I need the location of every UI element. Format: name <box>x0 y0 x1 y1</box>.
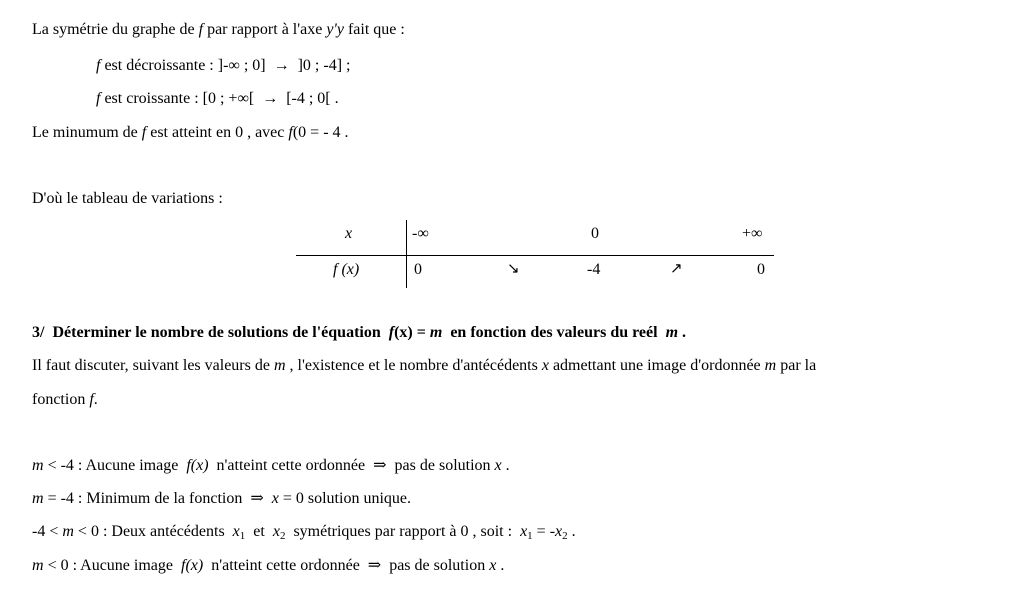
discussion-end: . <box>93 391 98 408</box>
case-result: = 0 solution unique. <box>282 490 411 507</box>
equation-x: (x) <box>394 324 413 341</box>
increasing-line <box>96 89 339 109</box>
minimum-value: (0 = - 4 . <box>292 124 349 141</box>
table-x-value: +∞ <box>742 225 763 242</box>
case-end: . <box>500 557 505 574</box>
discussion-text-5: fonction <box>32 391 86 408</box>
variable-m: m <box>62 523 74 540</box>
discussion-text-1: Il faut discuter, suivant les valeurs de <box>32 357 270 374</box>
table-horizontal-rule <box>296 255 774 256</box>
variable-x: x <box>520 523 528 540</box>
case-m-less-minus-4 <box>32 456 510 476</box>
conjunction: et <box>253 523 265 540</box>
decreasing-range: ]0 ; -4] ; <box>297 57 351 74</box>
variable-m: m <box>429 324 443 341</box>
equation-equals: = <box>416 324 426 341</box>
table-x-value: 0 <box>591 225 599 242</box>
variable-x: x <box>232 523 240 540</box>
increasing-range: [-4 ; 0[ . <box>286 90 339 107</box>
image-fx: f(x) <box>181 557 204 574</box>
question-end: . <box>682 324 687 341</box>
question-text-2: en fonction des valeurs du reél <box>450 324 658 341</box>
subscript: 2 <box>279 530 286 542</box>
discussion-line-1 <box>32 356 816 376</box>
variable-m: m <box>32 490 44 507</box>
maps-to-arrow: → <box>273 57 290 74</box>
table-intro: D'où le tableau de variations : <box>32 190 223 207</box>
function-f: f <box>288 124 293 141</box>
case-result: pas de solution <box>389 557 486 574</box>
axis-label: y'y <box>326 21 344 38</box>
table-fx-label: f (x) <box>333 261 360 278</box>
variable-m: m <box>32 457 44 474</box>
case-result: pas de solution <box>394 457 491 474</box>
table-x-value: -∞ <box>412 225 429 242</box>
question-text-1: Déterminer le nombre de solutions de l'équation <box>52 324 381 341</box>
intro-text-2: par rapport à l'axe <box>207 21 323 38</box>
increasing-text: est croissante : [0 ; +∞[ <box>104 90 255 107</box>
variable-m: m <box>665 324 679 341</box>
question-number: 3/ <box>32 324 45 341</box>
table-x-label: x <box>345 225 353 242</box>
maps-to-arrow: → <box>262 90 279 107</box>
variable-x: x <box>271 490 279 507</box>
function-f: f <box>388 324 395 341</box>
function-f: f <box>89 391 94 408</box>
equation-equals: = - <box>536 523 556 540</box>
discussion-text-3: admettant une image d'ordonnée <box>552 357 761 374</box>
variable-x: x <box>272 523 280 540</box>
table-f-value: 0 <box>414 261 422 278</box>
intro-text-3: fait que : <box>347 21 405 38</box>
implies-icon: ⇒ <box>373 457 387 474</box>
table-vertical-rule <box>406 220 407 288</box>
case-m-less-0 <box>32 556 504 576</box>
function-f: f <box>96 57 101 74</box>
intro-text-1: La symétrie du graphe de <box>32 21 195 38</box>
function-f: f <box>198 21 204 38</box>
case-condition-1: -4 < <box>32 523 59 540</box>
discussion-text-4: par la <box>780 357 817 374</box>
variation-table <box>296 220 776 290</box>
variable-m: m <box>764 357 777 374</box>
minimum-text-1: Le minumum de <box>32 124 138 141</box>
case-condition: < -4 : Aucune image <box>47 457 179 474</box>
table-f-value: 0 <box>757 261 765 278</box>
function-f: f <box>141 124 147 141</box>
subscript: 1 <box>527 530 533 542</box>
decreasing-text: est décroissante : ]-∞ ; 0] <box>104 57 266 74</box>
variable-x: x <box>555 523 563 540</box>
case-end: . <box>505 457 510 474</box>
implies-icon: ⇒ <box>250 490 264 507</box>
arrow-down-icon: ↘ <box>507 259 520 277</box>
case-condition: = -4 : Minimum de la fonction <box>47 490 243 507</box>
intro-line <box>32 20 405 40</box>
function-f: f <box>96 90 101 107</box>
variable-x: x <box>541 357 549 374</box>
case-condition: < 0 : Aucune image <box>47 557 173 574</box>
case-end: . <box>571 523 576 540</box>
minimum-line <box>32 123 349 143</box>
image-fx: f(x) <box>186 457 209 474</box>
case-text: symétriques par rapport à 0 , soit : <box>293 523 513 540</box>
case-m-between <box>32 522 576 546</box>
discussion-text-2: , l'existence et le nombre d'antécédents <box>289 357 538 374</box>
discussion-line-2 <box>32 390 98 410</box>
case-text: n'atteint cette ordonnée <box>216 457 366 474</box>
variable-m: m <box>273 357 286 374</box>
case-condition-2: < 0 : Deux antécédents <box>77 523 225 540</box>
table-f-value: -4 <box>587 261 601 278</box>
subscript: 2 <box>562 530 568 542</box>
implies-icon: ⇒ <box>367 557 382 574</box>
variable-x: x <box>489 557 497 574</box>
case-m-equals-minus-4 <box>32 489 411 509</box>
variable-m: m <box>32 557 44 574</box>
decreasing-line <box>96 56 350 76</box>
question-3 <box>32 323 686 343</box>
variable-x: x <box>494 457 502 474</box>
arrow-up-icon: ↗ <box>670 259 683 277</box>
subscript: 1 <box>239 530 246 542</box>
case-text: n'atteint cette ordonnée <box>211 557 360 574</box>
minimum-text-2: est atteint en 0 , avec <box>150 124 285 141</box>
